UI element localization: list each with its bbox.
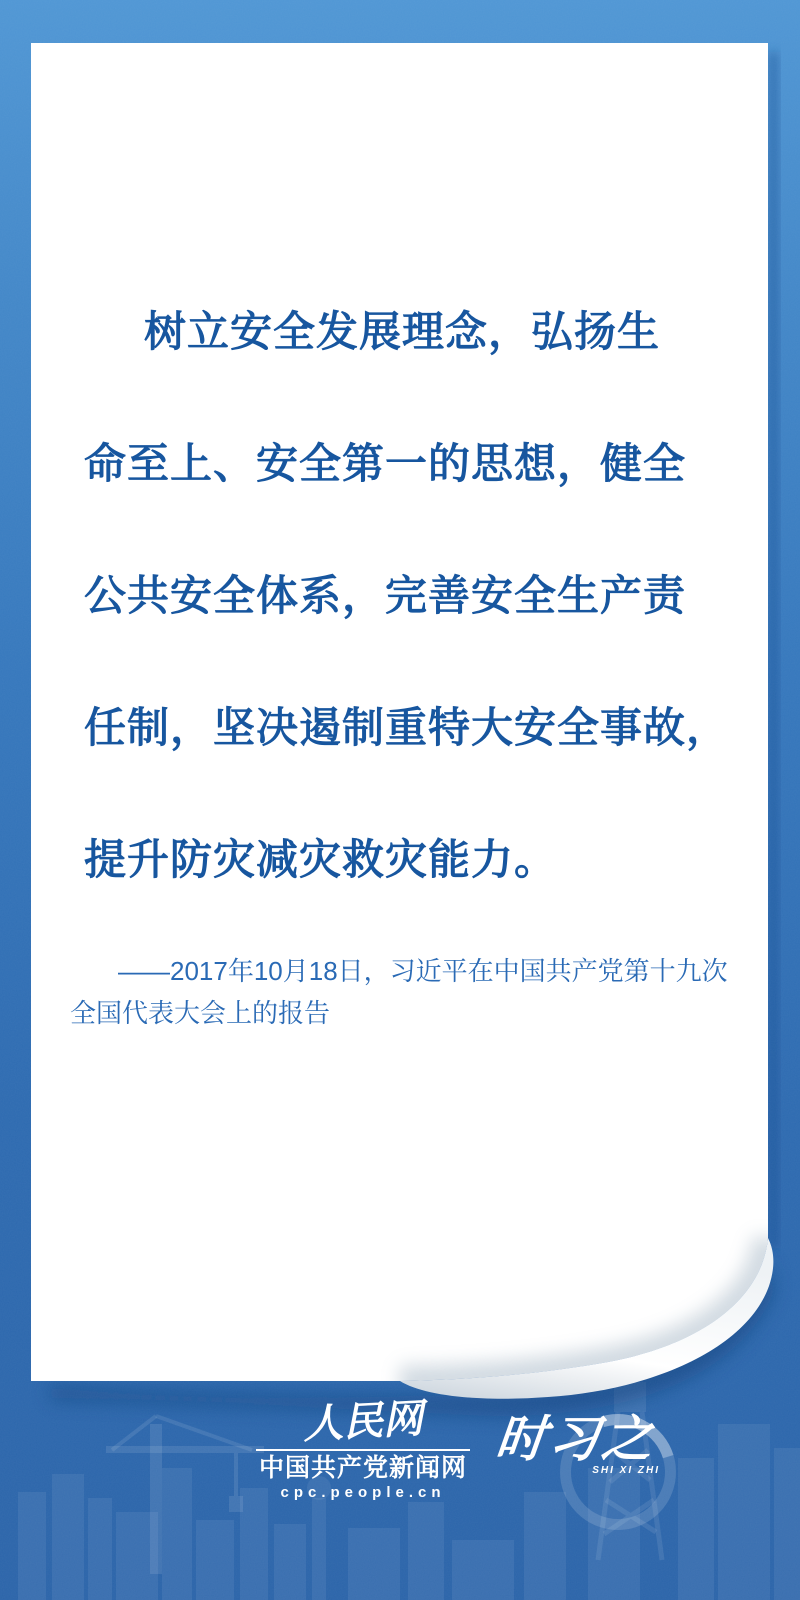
cpc-news-site-name: 中国共产党新闻网 <box>258 1454 467 1482</box>
shixizhi-romanized: SHI XI ZHI <box>592 1465 660 1476</box>
quote-line: 提升防灾减灾救灾能力。 <box>84 836 558 883</box>
attribution-line: ——2017年10月18日，习近平在中国共产党第十九次 <box>118 956 728 986</box>
quote-line: 任制，坚决遏制重特大安全事故， <box>84 704 730 751</box>
quote-attribution <box>70 950 730 1034</box>
peoples-daily-masthead: 人民网 <box>301 1394 425 1449</box>
cpc-news-site-url: cpc.people.cn <box>280 1484 446 1501</box>
quote-text <box>84 266 744 926</box>
quote-line: 树立安全发展理念，弘扬生 <box>144 308 661 355</box>
shixizhi-wordmark: 时习之 <box>493 1411 658 1467</box>
attribution-line: 全国代表大会上的报告 <box>70 998 331 1028</box>
shixizhi-logo <box>493 1411 666 1476</box>
peoples-daily-logo <box>256 1394 470 1502</box>
quote-line: 命至上、安全第一的思想，健全 <box>84 440 687 487</box>
quote-line: 公共安全体系，完善安全生产责 <box>84 572 687 619</box>
